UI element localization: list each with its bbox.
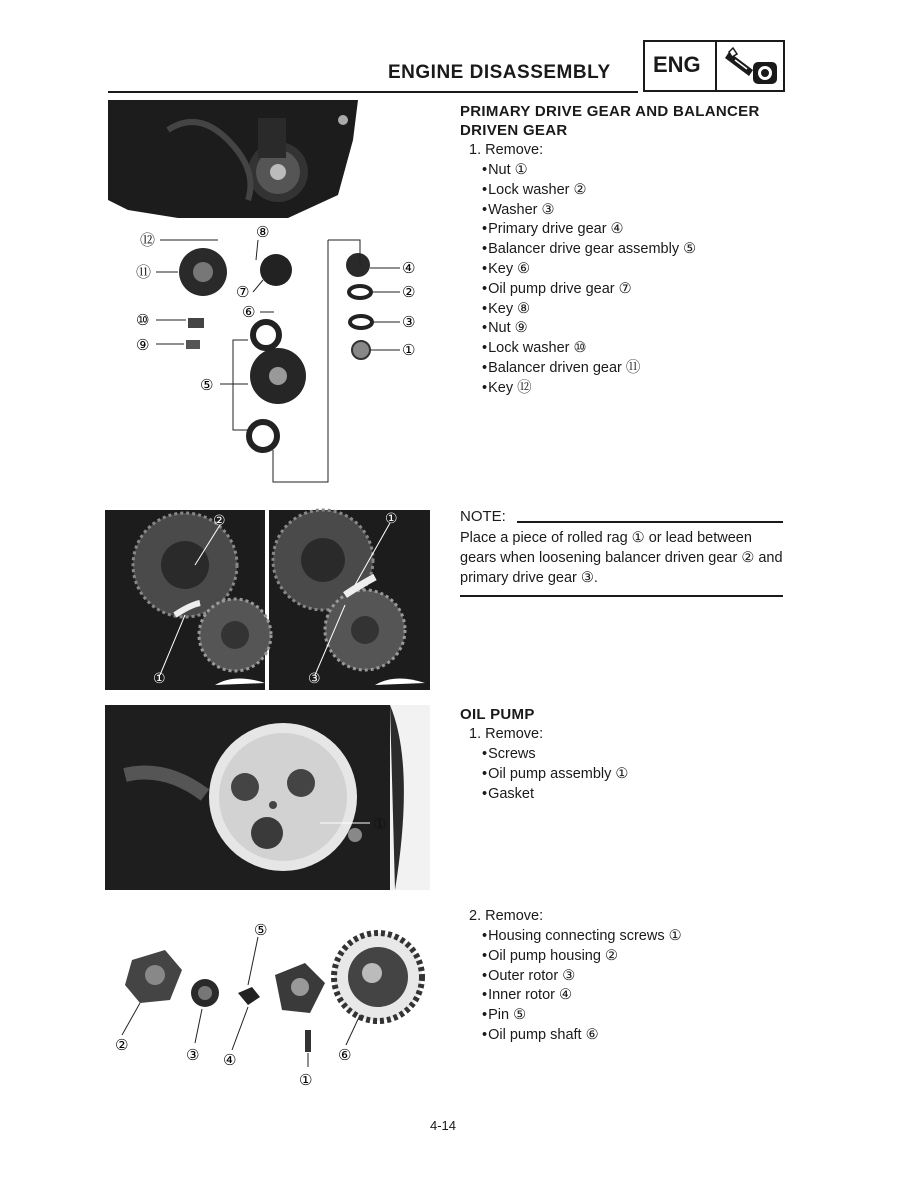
- list-item: • Nut ①: [482, 161, 696, 181]
- callout-10: ⑩: [136, 311, 150, 329]
- note-rule-bottom: [460, 595, 783, 597]
- callout-3: ③: [308, 671, 321, 687]
- gear-loosening-photos: [105, 505, 430, 690]
- callout-4: ④: [402, 259, 416, 277]
- note-text: Place a piece of rolled rag ① or lead between gears when loosening balancer driven gear ② and primary drive gear ③.: [460, 530, 783, 586]
- callout-6: ⑥: [242, 303, 256, 321]
- list-item: • Washer ③: [482, 201, 696, 221]
- list-item: • Oil pump drive gear ⑦: [482, 280, 696, 300]
- oil-pump-step-1: 1. Remove:: [469, 726, 544, 742]
- callout-2: ②: [402, 283, 416, 301]
- list-item: • Key ⑫: [482, 379, 696, 399]
- callout-5: ⑤: [254, 921, 268, 939]
- page-header-title: ENGINE DISASSEMBLY: [388, 62, 611, 83]
- list-item: • Outer rotor ③: [482, 967, 682, 987]
- list-item: • Inner rotor ④: [482, 986, 682, 1006]
- primary-drive-gear-exploded-photo: [108, 100, 438, 490]
- oil-pump-exploded-photo: [110, 915, 430, 1090]
- callout-1: ①: [373, 815, 387, 833]
- callout-9: ⑨: [136, 336, 150, 354]
- engine-wrench-icon: [723, 46, 781, 88]
- note-label: NOTE:: [460, 508, 506, 525]
- oil-pump-photo: [105, 705, 430, 890]
- oil-pump-remove-list-1: [482, 745, 628, 804]
- note-rule-top: [517, 521, 783, 523]
- list-item: • Primary drive gear ④: [482, 220, 696, 240]
- list-item: • Nut ⑨: [482, 319, 696, 339]
- section-title-line1: PRIMARY DRIVE GEAR AND BALANCER: [460, 103, 760, 120]
- callout-1: ①: [402, 341, 416, 359]
- list-item: • Oil pump housing ②: [482, 947, 682, 967]
- callout-8: ⑧: [256, 223, 270, 241]
- callout-3: ③: [186, 1046, 200, 1064]
- callout-1: ①: [299, 1071, 313, 1089]
- eng-section-badge: [643, 40, 785, 92]
- list-item: • Key ⑥: [482, 260, 696, 280]
- section-title-primary-drive: [460, 102, 760, 140]
- list-item: • Lock washer ⑩: [482, 339, 696, 359]
- callout-12: ⑫: [140, 231, 156, 249]
- section-title-oil-pump: OIL PUMP: [460, 706, 535, 723]
- callout-6: ⑥: [338, 1046, 352, 1064]
- list-item: • Oil pump assembly ①: [482, 765, 628, 785]
- list-item: • Key ⑧: [482, 300, 696, 320]
- oil-pump-step-2: 2. Remove:: [469, 908, 544, 924]
- callout-4: ④: [223, 1051, 237, 1069]
- callout-1: ①: [153, 671, 166, 687]
- list-item: • Balancer driven gear ⑪: [482, 359, 696, 379]
- callout-2: ②: [213, 513, 226, 529]
- step-1-label: 1. Remove:: [469, 142, 544, 158]
- primary-drive-remove-list: [482, 161, 696, 399]
- list-item: • Oil pump shaft ⑥: [482, 1026, 682, 1046]
- list-item: • Housing connecting screws ①: [482, 927, 682, 947]
- callout-3: ③: [402, 313, 416, 331]
- list-item: • Gasket: [482, 785, 628, 805]
- oil-pump-remove-list-2: [482, 927, 682, 1046]
- callout-1: ①: [385, 511, 398, 527]
- badge-divider: [715, 42, 717, 90]
- callout-7: ⑦: [236, 283, 250, 301]
- section-title-line2: DRIVEN GEAR: [460, 122, 568, 139]
- eng-badge-label: ENG: [653, 52, 701, 77]
- list-item: • Lock washer ②: [482, 181, 696, 201]
- list-item: • Screws: [482, 745, 628, 765]
- page-number: 4-14: [430, 1118, 457, 1133]
- list-item: • Pin ⑤: [482, 1006, 682, 1026]
- callout-11: ⑪: [136, 263, 152, 281]
- callout-2: ②: [115, 1036, 129, 1054]
- header-rule: [108, 91, 638, 93]
- list-item: • Balancer drive gear assembly ⑤: [482, 240, 696, 260]
- callout-5: ⑤: [200, 376, 214, 394]
